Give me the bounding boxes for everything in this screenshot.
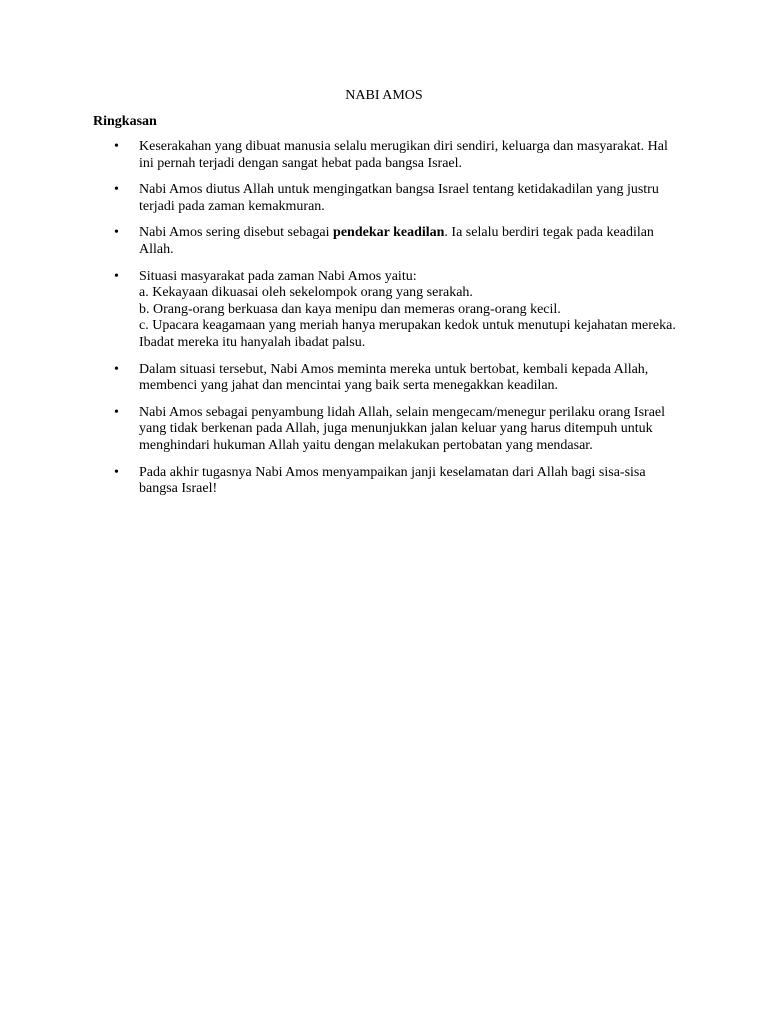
bullet-icon: • [114, 361, 119, 377]
bullet-icon: • [114, 182, 119, 198]
list-item [93, 182, 683, 215]
emphasis-text: pendekar keadilan [333, 225, 445, 241]
list-item-text-before: Nabi Amos sering disebut sebagai [139, 225, 334, 241]
bullet-icon: • [114, 464, 119, 480]
document-title: NABI AMOS [345, 88, 423, 103]
bullet-icon: • [114, 268, 119, 284]
sub-point-c: c. Upacara keagamaan yang meriah hanya merupakan kedok untuk menutupi kejahatan mereka. Ibadat mereka itu hanyalah ibadat palsu. [139, 318, 676, 350]
list-item-intro: Situasi masyarakat pada zaman Nabi Amos yaitu: [139, 268, 417, 284]
list-item-text: Pada akhir tugasnya Nabi Amos menyampaikan janji keselamatan dari Allah bagi sisa-sisa bangsa Israel! [139, 464, 646, 497]
list-item-text: Nabi Amos sebagai penyambung lidah Allah, selain mengecam/menegur perilaku orang Israel yang tidak berkenan pada Allah, juga menunjukkan jalan keluar yang harus ditempuh untuk menghindari hukuman Allah yaitu dengan melakukan pertobatan yang mendasar. [139, 404, 666, 453]
list-item [93, 269, 683, 352]
summary-list [93, 139, 683, 508]
list-item [93, 225, 683, 258]
bullet-icon: • [114, 139, 119, 154]
list-item-text: Dalam situasi tersebut, Nabi Amos meminta mereka untuk bertobat, kembali kepada Allah, membenci yang jahat dan mencintai yang baik serta menegakkan keadilan. [139, 361, 649, 394]
list-item [93, 465, 683, 498]
list-item [93, 405, 683, 455]
sub-point-a: a. Kekayaan dikuasai oleh sekelompok orang yang serakah. [139, 285, 473, 301]
section-heading: Ringkasan [93, 114, 157, 129]
bullet-icon: • [114, 404, 119, 420]
list-item-text-after: . Ia selalu berdiri tegak pada keadilan Allah. [139, 225, 654, 257]
list-item-text: Nabi Amos diutus Allah untuk mengingatkan bangsa Israel tentang ketidakadilan yang justru terjadi pada zaman kemakmuran. [139, 182, 659, 214]
list-item-text: Keserakahan yang dibuat manusia selalu merugikan diri sendiri, keluarga dan masyarakat. Hal ini pernah terjadi dengan sangat hebat pada bangsa Israel. [139, 139, 668, 171]
list-item [93, 139, 683, 172]
list-item [93, 362, 683, 395]
sub-point-b: b. Orang-orang berkuasa dan kaya menipu dan memeras orang-orang kecil. [139, 301, 561, 317]
bullet-icon: • [114, 225, 119, 241]
